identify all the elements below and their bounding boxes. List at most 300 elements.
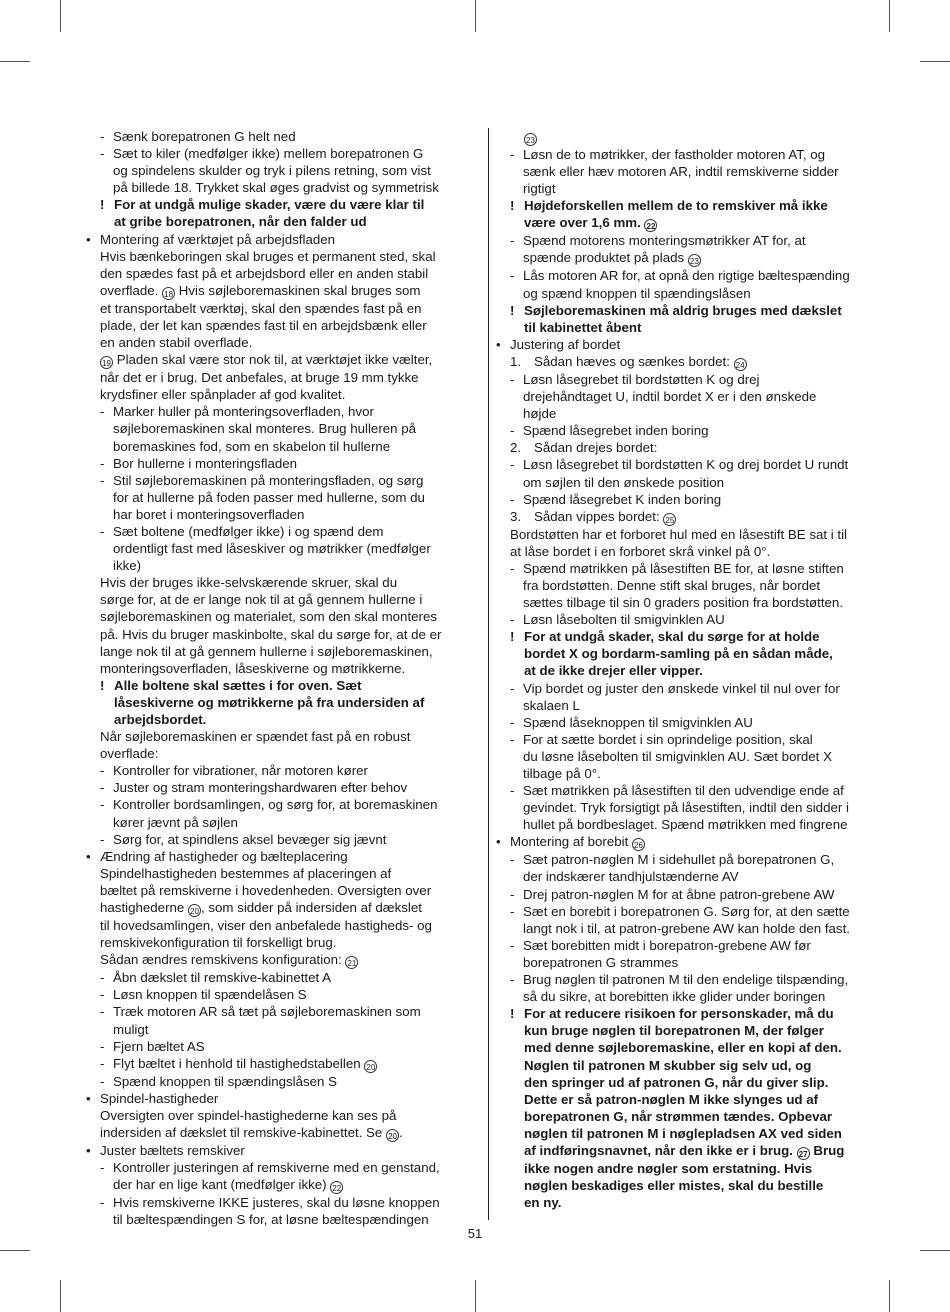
text-line — [510, 543, 872, 560]
dash-marker: - — [510, 612, 515, 628]
text-line — [100, 643, 470, 660]
dash-marker: - — [100, 129, 105, 144]
line-text-after: . — [399, 1124, 403, 1140]
warning-line — [100, 694, 470, 711]
line-text: at de ikke drejer eller vipper. — [524, 663, 703, 679]
warning-line — [100, 213, 470, 230]
line-text: fra bordstøtten. Denne stift skal bruges, når bordet — [523, 577, 821, 593]
continuation-line — [100, 489, 470, 506]
continuation-line — [100, 438, 470, 455]
continuation-line — [510, 474, 872, 491]
warning-line — [510, 302, 872, 319]
line-text: til bæltespændingen S for, at løsne bæltespændingen — [113, 1212, 429, 1228]
dash-item — [510, 851, 872, 868]
continuation-line — [100, 1021, 470, 1038]
line-text: Søjleboremaskinen må aldrig bruges med dækslet — [524, 302, 842, 318]
left-column — [86, 128, 470, 1228]
warning-line — [510, 1022, 872, 1039]
dash-item — [100, 1194, 470, 1211]
dash-marker: - — [510, 783, 515, 799]
dash-marker: - — [100, 1038, 105, 1054]
line-text: Flyt bæltet i henhold til hastighedstabellen — [113, 1055, 365, 1071]
dash-item — [510, 903, 872, 920]
dash-item — [100, 796, 470, 813]
continuation-line — [510, 594, 872, 611]
continuation-line — [510, 180, 872, 197]
line-text: skalaen L — [523, 697, 580, 713]
bullet-icon: • — [86, 848, 91, 864]
line-text: at låse bordet i en forboret skrå vinkel på 0°. — [510, 543, 771, 559]
figure-reference-icon: 22 — [330, 1181, 343, 1194]
line-text: Sænk borepatronen G helt ned — [113, 129, 296, 144]
text-line — [100, 317, 470, 334]
line-text: en anden stabil overflade. — [100, 335, 253, 351]
figure-reference-icon: 18 — [162, 287, 175, 300]
dash-item — [510, 267, 872, 284]
page-number: 51 — [467, 1226, 483, 1241]
dash-item — [510, 422, 872, 439]
line-text: hullet på bordbeslaget. Spænd møtrikken med fingrene — [523, 817, 848, 833]
warning-line — [510, 1005, 872, 1022]
dash-marker: - — [510, 560, 515, 576]
dash-item — [510, 731, 872, 748]
warning-line — [510, 1108, 872, 1125]
line-text: Sådan vippes bordet: — [534, 508, 664, 524]
line-text: Løsn de to møtrikker, der fastholder motoren AT, og — [523, 147, 826, 162]
text-line — [100, 882, 470, 899]
text-line — [100, 351, 470, 369]
line-text: Løsn knoppen til spændelåsen S — [113, 987, 307, 1003]
dash-item — [510, 971, 872, 988]
figure-reference-icon: 23 — [688, 254, 701, 267]
line-text: med denne søjleboremaskine, eller en kopi af den. — [524, 1040, 842, 1056]
dash-marker: - — [510, 147, 515, 162]
dash-marker: - — [100, 523, 105, 539]
figure-reference-icon: 27 — [797, 1147, 810, 1160]
line-text: Spindel-hastigheder — [100, 1090, 219, 1106]
dash-marker: - — [510, 903, 515, 919]
line-text: Spænd møtrikken på låsestiften BE for, at løsne stiften — [523, 560, 844, 576]
line-text: kun bruge nøglen til borepatronen M, der følger — [524, 1023, 824, 1039]
dash-item — [510, 560, 872, 577]
warning-line — [510, 214, 872, 232]
line-text: remskivekonfiguration til forskelligt brug. — [100, 935, 337, 951]
line-text: Bordstøtten har et forboret hul med en låsestift BE sat i til — [510, 526, 848, 542]
warning-line — [510, 1091, 872, 1108]
line-text: den springer ud af patronen G, når du giver slip. — [524, 1074, 829, 1090]
line-text: Fjern bæltet AS — [113, 1038, 205, 1054]
line-text: Stil søjleboremaskinen på monteringsfladen, og sørg — [113, 472, 424, 488]
dash-item — [100, 1003, 470, 1020]
line-text: Sæt to kiler (medfølger ikke) mellem borepatronen G — [113, 146, 424, 162]
line-text: borepatronen G strammes — [523, 954, 679, 970]
continuation-line — [510, 405, 872, 422]
dash-marker: - — [100, 797, 105, 813]
line-text: indersiden af dækslet til remskive-kabinettet. Se — [100, 1124, 387, 1140]
numbered-step — [510, 439, 872, 456]
line-text: Dette er så patron-nøglen M ikke slynges ud af — [524, 1091, 819, 1107]
text-line — [100, 386, 470, 403]
text-line — [100, 591, 470, 608]
line-text: Nøglen til patronen M skubber sig selv ud, og — [524, 1057, 812, 1073]
bullet-icon: • — [86, 1142, 91, 1158]
line-text: borepatronen G, når strømmen tændes. Opbevar — [524, 1108, 833, 1124]
line-text: Kontroller justeringen af remskiverne med en genstand, — [113, 1160, 440, 1176]
bullet-icon: • — [86, 1090, 91, 1106]
bullet-icon: • — [496, 834, 501, 850]
continuation-line — [510, 765, 872, 782]
figure-reference-icon: 19 — [100, 356, 113, 369]
text-line — [100, 282, 470, 300]
text-line — [100, 608, 470, 625]
line-text: Sæt patron-nøglen M i sidehullet på borepatronen G, — [523, 852, 835, 868]
dash-item — [510, 680, 872, 697]
line-text: Oversigten over spindel-hastighederne kan ses på — [100, 1107, 397, 1123]
dash-marker: - — [100, 1073, 105, 1089]
figure-reference-icon: 24 — [734, 358, 747, 371]
continuation-line — [510, 920, 872, 937]
step-number: 2. — [510, 440, 522, 456]
warning-line — [510, 1177, 872, 1194]
crop-mark-top-left-v — [60, 0, 61, 32]
line-text: om søjlen til den ønskede position — [523, 474, 725, 490]
line-text: så du sikre, at borebitten ikke glider under boringen — [523, 989, 826, 1005]
crop-mark-top-center-v — [475, 0, 476, 32]
warning-icon: ! — [510, 629, 515, 645]
continuation-line — [510, 697, 872, 714]
dash-marker: - — [100, 970, 105, 986]
line-text: for at hullerne på foden passer med hullerne, som du — [113, 489, 425, 505]
text-line — [100, 728, 470, 745]
crop-mark-bottom-center-v — [475, 1280, 476, 1312]
line-text: der har en lige kant (medfølger ikke) — [113, 1177, 331, 1193]
line-text: kører jævnt på søjlen — [113, 814, 238, 830]
line-text: Montering af borebit — [510, 834, 632, 850]
figure-reference-icon: 25 — [663, 513, 676, 526]
line-text: Justering af bordet — [510, 336, 621, 352]
line-text: For at undgå skader, skal du sørge for at holde — [524, 629, 820, 645]
warning-line — [510, 662, 872, 679]
line-text: hastighederne — [100, 900, 188, 916]
line-text: Hvis bænkeboringen skal bruges et permanent sted, skal — [100, 248, 436, 264]
dash-marker: - — [510, 972, 515, 988]
line-text: søjleboremaskinen og materialet, som den skal monteres — [100, 609, 438, 625]
line-text: Spænd låsegrebet K inden boring — [523, 491, 722, 507]
dash-marker: - — [100, 763, 105, 779]
text-line — [100, 300, 470, 317]
line-text: Hvis remskiverne IKKE justeres, skal du løsne knoppen — [113, 1195, 440, 1211]
dash-item — [100, 1159, 470, 1176]
section-heading — [496, 336, 872, 353]
line-text: til hovedsamlingen, viser den anbefalede hastigheds- og — [100, 918, 432, 934]
line-text: monteringsoverfladen, låseskiverne og møtrikkerne. — [100, 660, 406, 676]
step-number: 3. — [510, 508, 522, 524]
continuation-line — [510, 285, 872, 302]
line-text: Alle boltene skal sættes i for oven. Sæt — [114, 677, 362, 693]
crop-mark-top-right-h — [920, 61, 950, 62]
dash-item — [100, 1038, 470, 1055]
line-text: lange nok til at gå gennem hullerne i søjleboremaskinen, — [100, 643, 433, 659]
line-text: gevindet. Tryk forsigtigt på låsestiften, indtil den sidder i — [523, 800, 849, 816]
line-text-after: Brug — [809, 1142, 845, 1158]
line-text: være over 1,6 mm. — [524, 215, 645, 231]
line-text: Når søjleboremaskinen er spændet fast på en robust — [100, 729, 411, 745]
line-text: sørge for, at de er lange nok til at gå gennem hullerne i — [100, 592, 423, 608]
section-heading — [86, 231, 470, 248]
figure-reference-icon: 23 — [524, 133, 537, 146]
dash-item — [510, 886, 872, 903]
line-text: Sådan hæves og sænkes bordet: — [534, 353, 734, 369]
numbered-step — [510, 353, 872, 371]
line-text: Bor hullerne i monteringsfladen — [113, 455, 298, 471]
line-text: Løsn låsegrebet til bordstøtten K og drej — [523, 371, 760, 387]
line-text: nøglen til patronen M i nøglepladsen AX ved siden — [524, 1125, 842, 1141]
figure-reference-icon: 21 — [345, 956, 358, 969]
text-line — [100, 248, 470, 265]
dash-item — [100, 969, 470, 986]
line-text: søjleboremaskinen skal monteres. Brug hulleren på — [113, 421, 417, 437]
dash-marker: - — [510, 680, 515, 696]
warning-line — [100, 711, 470, 728]
line-text: på billede 18. Trykket skal øges gradvist og symmetrisk — [113, 180, 439, 196]
line-text: et transportabelt værktøj, skal den spændes fast på en — [100, 300, 422, 316]
dash-item — [100, 779, 470, 796]
bullet-icon: • — [86, 231, 91, 247]
dash-marker: - — [100, 1195, 105, 1211]
line-text: Spænd låseknoppen til smigvinklen AU — [523, 714, 753, 730]
dash-item — [100, 455, 470, 472]
figure-reference-icon: 20 — [364, 1060, 377, 1073]
dash-marker: - — [100, 1004, 105, 1020]
line-text: bæltet på remskiverne i hovedenheden. Oversigten over — [100, 882, 432, 898]
dash-marker: - — [510, 233, 515, 249]
warning-icon: ! — [100, 197, 105, 213]
dash-marker: - — [100, 455, 105, 471]
line-text: bordet X og bordarm-samling på en sådan måde, — [524, 646, 833, 662]
warning-icon: ! — [510, 198, 515, 214]
line-text: Ændring af hastigheder og bælteplacering — [100, 848, 348, 864]
section-heading — [86, 1090, 470, 1107]
dash-item — [100, 523, 470, 540]
line-text: Kontroller for vibrationer, når motoren kører — [113, 763, 368, 779]
line-text: krydsfiner eller spånplader af god kvalitet. — [100, 387, 346, 403]
line-text: har boret i monteringsoverfladen — [113, 506, 305, 522]
warning-line — [510, 1039, 872, 1056]
text-line — [100, 917, 470, 934]
continuation-line — [510, 163, 872, 180]
continuation-line — [100, 179, 470, 196]
line-text: rigtigt — [523, 181, 556, 197]
line-text: der indskærer tandhjulstænderne AV — [523, 869, 739, 885]
dash-item — [100, 1073, 470, 1090]
line-text: Brug nøglen til patronen M til den endelige tilspænding, — [523, 972, 849, 988]
text-line — [100, 660, 470, 677]
continuation-line — [100, 814, 470, 831]
dash-marker: - — [100, 987, 105, 1003]
line-text: en ny. — [524, 1195, 562, 1211]
dash-item — [510, 491, 872, 508]
bullet-icon: • — [496, 336, 501, 352]
dash-marker: - — [510, 423, 515, 439]
line-text: boremaskines fod, som en skabelon til hullerne — [113, 438, 391, 454]
text-line — [100, 865, 470, 882]
dash-marker: - — [100, 146, 105, 162]
dash-item — [510, 714, 872, 731]
text-line — [100, 626, 470, 643]
line-text: ikke) — [113, 558, 142, 574]
dash-marker: - — [510, 371, 515, 387]
continuation-line — [100, 162, 470, 179]
continuation-line — [510, 816, 872, 833]
dash-marker: - — [510, 937, 515, 953]
warning-line — [510, 1074, 872, 1091]
continuation-line — [510, 954, 872, 971]
crop-mark-bottom-left-h — [0, 1250, 30, 1251]
continuation-line — [510, 388, 872, 405]
section-heading — [86, 848, 470, 865]
section-heading — [86, 1142, 470, 1159]
line-text: ordentligt fast med låseskiver og møtrikker (medfølger — [113, 541, 431, 557]
line-text: Sådan drejes bordet: — [534, 440, 658, 456]
text-line — [100, 1107, 470, 1124]
figure-reference-icon: 22 — [644, 219, 657, 232]
line-text: højde — [523, 406, 557, 422]
continuation-line — [510, 249, 872, 267]
dash-marker: - — [510, 886, 515, 902]
line-text: arbejdsbordet. — [114, 712, 207, 727]
line-text: Juster og stram monteringshardwaren efter behov — [113, 780, 408, 796]
line-text: og spænd knoppen til spændingslåsen — [523, 285, 751, 301]
dash-item — [100, 1055, 470, 1073]
warning-line — [510, 1057, 872, 1074]
line-text: Drej patron-nøglen M for at åbne patron-grebene AW — [523, 886, 835, 902]
continuation-line — [100, 540, 470, 557]
line-text: overflade. — [100, 282, 163, 298]
line-text: du løsne låsebolten til smigvinklen AU. Sæt bordet X — [523, 748, 832, 764]
dash-marker: - — [100, 472, 105, 488]
line-text: muligt — [113, 1021, 149, 1037]
dash-item — [510, 232, 872, 249]
step-number: 1. — [510, 353, 522, 369]
dash-item — [510, 782, 872, 799]
crop-mark-top-left-h — [0, 61, 30, 62]
continuation-line — [510, 868, 872, 885]
line-text: Juster bæltets remskiver — [100, 1142, 245, 1158]
dash-item — [510, 611, 872, 628]
right-column — [496, 128, 872, 1211]
dash-marker: - — [100, 1055, 105, 1071]
line-text: Spindelhastigheden bestemmes af placeringen af — [100, 865, 392, 881]
text-line — [100, 574, 470, 591]
text-line — [100, 951, 470, 969]
text-line — [100, 934, 470, 951]
dash-marker: - — [100, 1160, 105, 1176]
continuation-line — [100, 557, 470, 574]
line-text: drejehåndtaget U, indtil bordet X er i den ønskede — [523, 389, 817, 405]
line-text: Sæt borebitten midt i borepatron-grebene AW før — [523, 937, 811, 953]
text-line — [100, 745, 470, 762]
continuation-line — [510, 988, 872, 1005]
dash-marker: - — [510, 491, 515, 507]
line-text: Løsn låsegrebet til bordstøtten K og drej bordet U rundt — [523, 457, 849, 473]
crop-mark-top-right-v — [889, 0, 890, 32]
dash-item — [100, 986, 470, 1003]
figure-reference-icon: 20 — [188, 904, 201, 917]
warning-line — [510, 1125, 872, 1142]
line-text: Hvis der bruges ikke-selvskærende skruer, skal du — [100, 575, 398, 591]
line-text: Sådan ændres remskivens konfiguration: — [100, 952, 346, 968]
line-text: den spædes fast på et arbejdsbord eller en anden stabil — [100, 265, 429, 281]
warning-line — [510, 197, 872, 214]
line-text: sættes tilbage til sin 0 graders position fra bordstøtten. — [523, 595, 844, 611]
line-text: spænde produktet på plads — [523, 250, 688, 266]
continuation-line — [100, 1176, 470, 1194]
dash-marker: - — [100, 404, 105, 420]
line-text: langt nok i til, at patron-grebene AW kan holde den fast. — [523, 920, 850, 936]
line-text: overflade: — [100, 746, 159, 762]
line-text: Marker huller på monteringsoverfladen, hvor — [113, 404, 374, 420]
dash-marker: - — [100, 831, 105, 847]
line-text: sænk eller hæv motoren AR, indtil remskiverne sidder — [523, 164, 839, 180]
figure-reference-icon: 20 — [386, 1129, 399, 1142]
crop-mark-bottom-right-h — [920, 1250, 950, 1251]
dash-item — [100, 762, 470, 779]
line-text: Sørg for, at spindlens aksel bevæger sig jævnt — [113, 831, 387, 847]
dash-item — [100, 831, 470, 848]
dash-item — [100, 128, 470, 145]
line-text: Løsn låsebolten til smigvinklen AU — [523, 612, 725, 628]
line-text: For at undgå mulige skader, være du være klar til — [114, 197, 425, 213]
text-line — [100, 265, 470, 282]
dash-marker: - — [510, 457, 515, 473]
column-divider — [488, 128, 489, 1220]
warning-icon: ! — [100, 677, 105, 693]
line-text: låseskiverne og møtrikkerne på fra undersiden af — [114, 694, 425, 710]
dash-marker: - — [510, 731, 515, 747]
line-text: Sæt møtrikken på låsestiften til den udvendige ende af — [523, 783, 844, 799]
warning-icon: ! — [510, 1006, 515, 1022]
line-text: Spænd motorens monteringsmøtrikker AT for, at — [523, 233, 806, 249]
line-text: Sæt boltene (medfølger ikke) i og spænd dem — [113, 523, 384, 539]
numbered-step — [510, 508, 872, 526]
line-text: For at sætte bordet i sin oprindelige position, skal — [523, 731, 813, 747]
continuation-line — [510, 577, 872, 594]
dash-item — [510, 456, 872, 473]
line-text: på. Hvis du bruger maskinbolte, skal du sørge for, at de er — [100, 626, 442, 642]
dash-item — [510, 146, 872, 163]
line-text: når det er i brug. Det anbefales, at bruge 19 mm tykke — [100, 370, 419, 386]
line-text: Montering af værktøjet på arbejdsfladen — [100, 231, 336, 247]
line-text: Åbn dækslet til remskive-kabinettet A — [113, 970, 332, 986]
continuation-line — [510, 799, 872, 816]
line-text: Sæt en borebit i borepatronen G. Sørg for, at den sætte — [523, 903, 850, 919]
continuation-line — [100, 506, 470, 523]
text-line — [510, 526, 872, 543]
text-line — [100, 1124, 470, 1142]
line-text: Kontroller bordsamlingen, og sørg for, at boremaskinen — [113, 797, 438, 813]
line-text: For at reducere risikoen for personskader, må du — [524, 1006, 834, 1022]
dash-marker: - — [510, 714, 515, 730]
line-text: tilbage på 0°. — [523, 766, 601, 781]
line-text: Lås motoren AR for, at opnå den rigtige bæltespænding — [523, 268, 850, 284]
line-text: Vip bordet og juster den ønskede vinkel til nul over for — [523, 680, 840, 696]
warning-line — [100, 677, 470, 694]
continuation-line — [510, 748, 872, 765]
line-text: nøglen beskadiges eller mistes, skal du bestille — [524, 1178, 824, 1194]
line-text-after: , som sidder på indersiden af dækslet — [200, 900, 422, 916]
text-line — [100, 369, 470, 386]
section-heading — [496, 833, 872, 851]
